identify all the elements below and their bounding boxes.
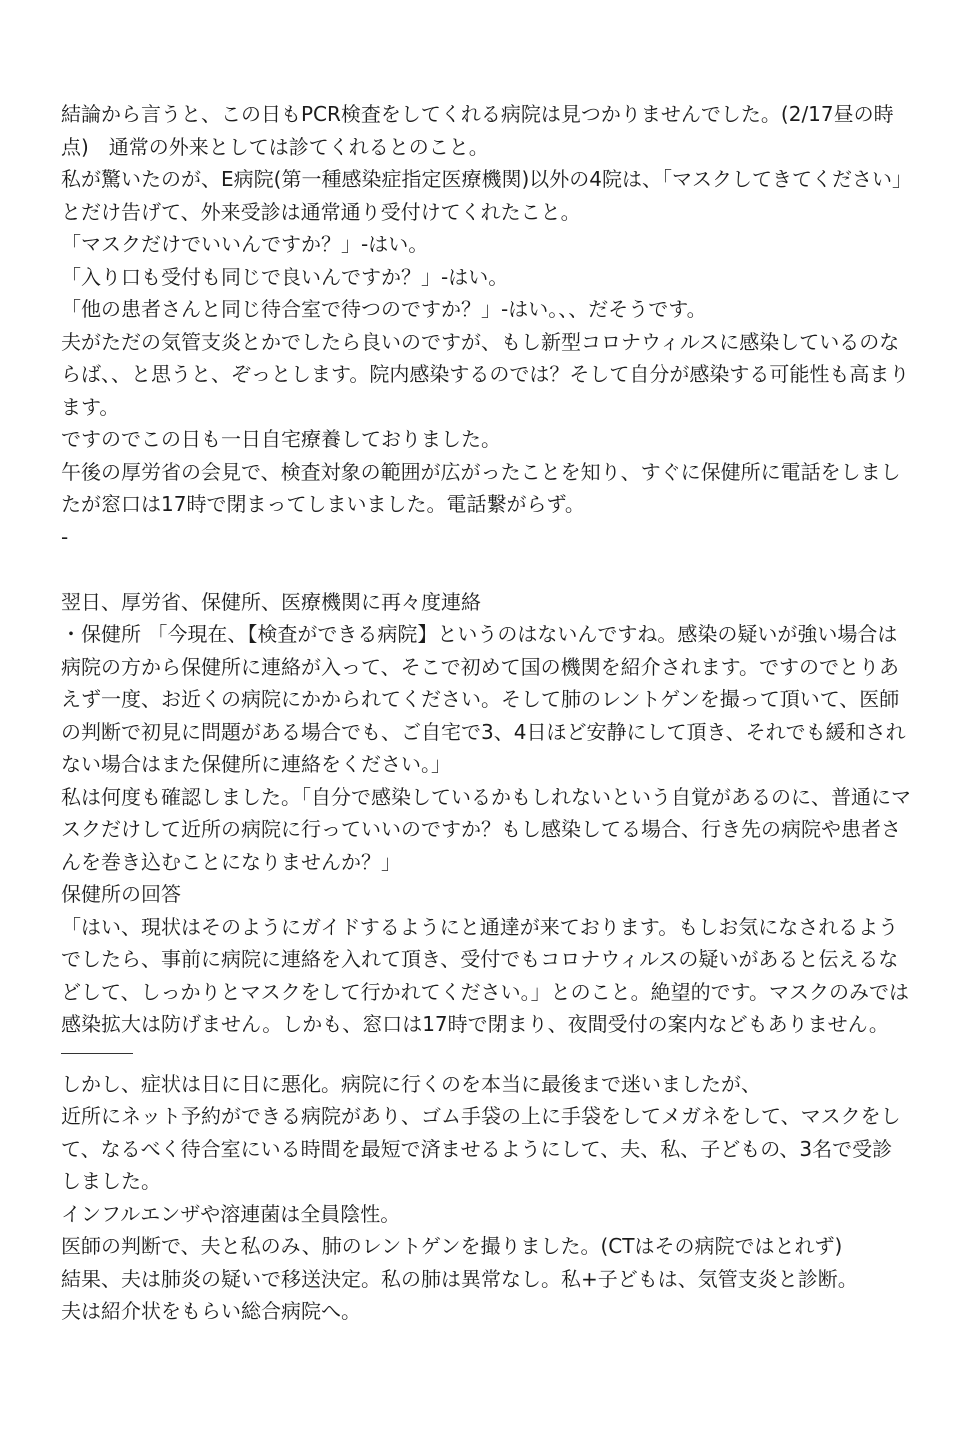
- para-q3: 「他の患者さんと同じ待合室で待つのですか？」-はい。、、だそうです。: [61, 297, 707, 321]
- para-answer-label: 保健所の回答: [61, 882, 181, 906]
- para-q1: 「マスクだけでいいんですか？」-はい。: [61, 232, 429, 256]
- document-body: [61, 98, 911, 1328]
- para-visit: 近所にネット予約ができる病院があり、ゴム手袋の上に手袋をしてメガネをして、マスクをして、なるべく待合室にいる時間を最短で済ませるようにして、夫、私、子どもの、3名で受診しました。: [61, 1104, 901, 1193]
- para-worry: 夫がただの気管支炎とかでしたら良いのですが、もし新型コロナウィルスに感染しているのならば、、と思うと、ぞっとします。院内感染するのでは？そして自分が感染する可能性も高まります。: [61, 329, 910, 419]
- rule: [61, 1053, 133, 1054]
- para-conclusion: 結論から言うと、この日もPCR検査をしてくれる病院は見つかりませんでした。(2/17昼の時点) 通常の外来としては診てくれるとのこと。: [61, 102, 894, 159]
- spacer: [61, 553, 911, 586]
- para-dash: -: [61, 524, 69, 549]
- para-result: 結果、夫は肺炎の疑いで移送決定。私の肺は異常なし。私+子どもは、気管支炎と診断。: [61, 1266, 858, 1291]
- para-referral: 夫は紹介状をもらい総合病院へ。: [61, 1299, 361, 1323]
- para-q2: 「入り口も受付も同じで良いんですか？」-はい。: [61, 264, 509, 289]
- para-rest: ですのでこの日も一日自宅療養しておりました。: [61, 427, 501, 451]
- para-worse: しかし、症状は日に日に悪化。病院に行くのを本当に最後まで迷いましたが、: [61, 1071, 761, 1096]
- para-press: 午後の厚労省の会見で、検査対象の範囲が広がったことを知り、すぐに保健所に電話をしましたが窓口は17時で閉まってしまいました。電話繋がらず。: [61, 459, 901, 516]
- para-answer: 「はい、現状はそのようにガイドするようにと通達が来ております。もしお気になされるようでしたら、事前に病院に連絡を入れて頂き、受付でもコロナウィルスの疑いがあると伝えるなどして、しっかりとマスクをして行かれてください。」とのこと。絶望的です。マスクのみでは感染拡大は防げません。しかも、窓口は17時で閉まり、夜間受付の案内などもありません。: [61, 914, 909, 1036]
- para-xray: 医師の判断で、夫と私のみ、肺のレントゲンを撮りました。(CTはその病院ではとれず): [61, 1234, 843, 1258]
- para-health-center: ・保健所 「今現在、【検査ができる病院】というのはないんですね。感染の疑いが強い場合は病院の方から保健所に連絡が入って、そこで初めて国の機関を紹介されます。ですのでとりあえず一度、お近くの病院にかかられてください。そして肺のレントゲンを撮って頂いて、医師の判断で初見に問題がある場合でも、ご自宅で3、4日ほど安静にして頂き、それでも緩和されない場合はまた保健所に連絡をください。」: [61, 622, 906, 776]
- para-confirm: 私は何度も確認しました。「自分で感染しているかもしれないという自覚があるのに、普通にマスクだけして近所の病院に行っていいのですか？もし感染してる場合、行き先の病院や患者さんを巻き込むことになりませんか？」: [61, 784, 911, 874]
- para-nextday: 翌日、厚労省、保健所、医療機関に再々度連絡: [61, 589, 481, 614]
- para-flu: インフルエンザや溶連菌は全員陰性。: [61, 1201, 401, 1226]
- para-surprise: 私が驚いたのが、E病院(第一種感染症指定医療機関)以外の4院は、「マスクしてきてください」とだけ告げて、外来受診は通常通り受付けてくれたこと。: [61, 167, 902, 224]
